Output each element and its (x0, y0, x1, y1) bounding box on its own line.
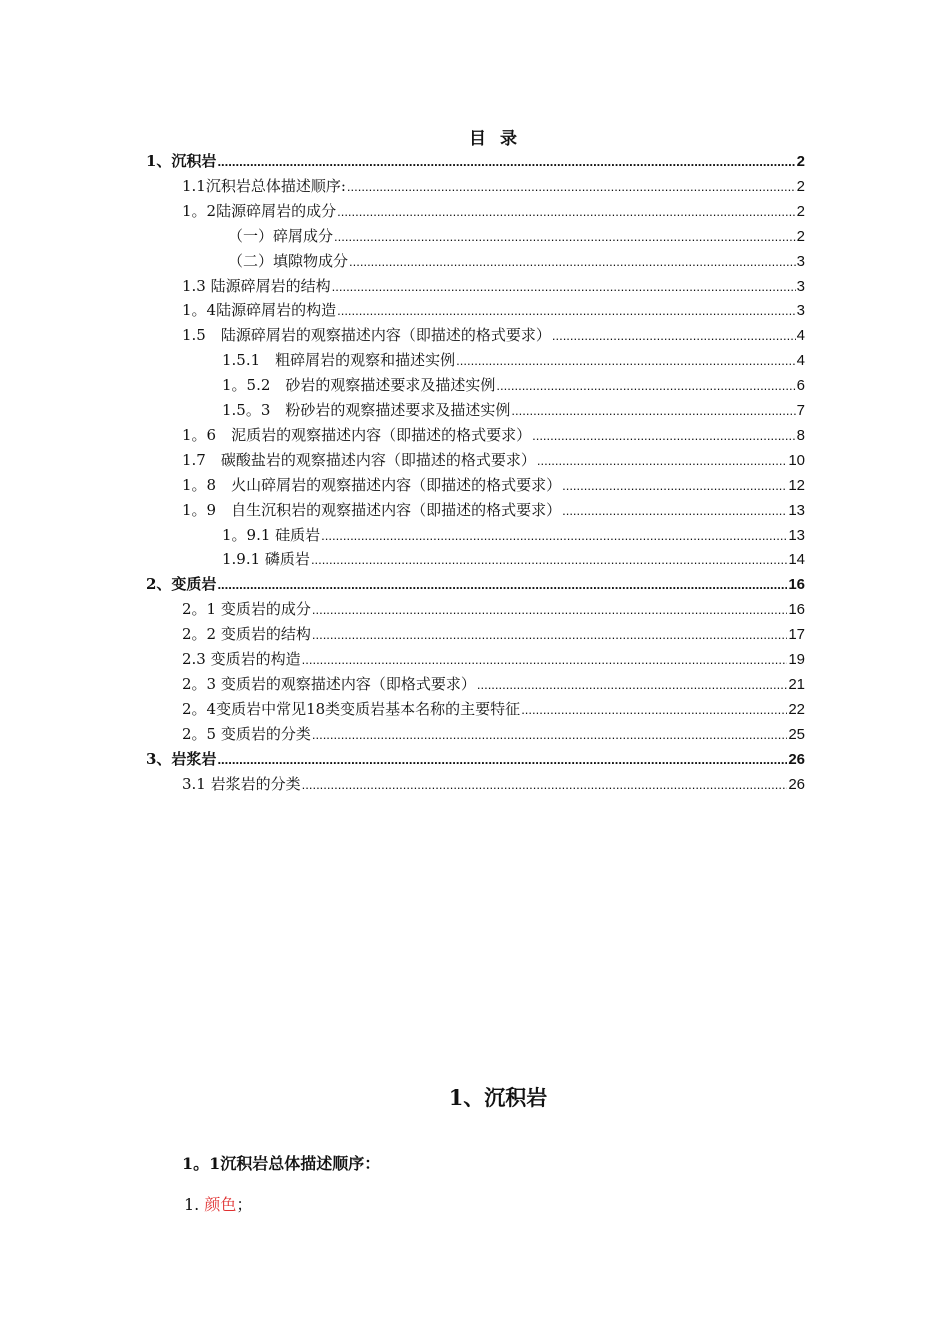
toc-entry-label: 1.9.1 磷质岩 (222, 550, 310, 569)
toc-entry-label: 2、变质岩 (146, 575, 217, 594)
list-item-text: 颜色 (204, 1195, 237, 1214)
toc-leader-dots (217, 154, 795, 169)
toc-leader-dots (311, 552, 787, 567)
toc-leader-dots (532, 428, 796, 443)
toc-entry-label: 2。4变质岩中常见18类变质岩基本名称的主要特征 (182, 699, 521, 718)
toc-entry[interactable] (222, 374, 805, 398)
toc-entry[interactable] (182, 424, 805, 448)
toc-entry-page: 2 (796, 177, 805, 195)
toc-entry-label: 2.3 变质岩的构造 (182, 650, 301, 668)
toc-leader-dots (521, 702, 787, 717)
toc-entry-label: 1。5.2 砂岩的观察描述要求及描述实例 (222, 376, 496, 395)
list-item (184, 1192, 252, 1215)
toc-entry[interactable] (228, 250, 805, 274)
list-item-suffix: ； (236, 1195, 253, 1214)
toc-entry-label: 2。1 变质岩的成分 (182, 600, 311, 619)
toc-entry-page: 21 (788, 675, 805, 693)
toc-leader-dots (312, 602, 787, 617)
toc-entry-page: 4 (796, 352, 805, 370)
toc-entry-page: 3 (796, 302, 805, 320)
toc-entry[interactable] (146, 573, 805, 597)
toc-leader-dots (347, 179, 796, 194)
toc-leader-dots (496, 378, 795, 393)
toc-entry[interactable] (182, 673, 805, 697)
toc-entry[interactable] (182, 474, 805, 498)
toc-entry[interactable] (222, 524, 805, 548)
toc-entry-label: 1.5。3 粉砂岩的观察描述要求及描述实例 (222, 401, 511, 419)
toc-entry-label: 1.1沉积岩总体描述顺序: (182, 176, 346, 195)
toc-leader-dots (456, 353, 795, 368)
toc-entry-label: 1。9.1 硅质岩 (222, 525, 321, 544)
toc-leader-dots (312, 627, 787, 642)
toc-entry-page: 13 (788, 526, 805, 544)
toc-entry-label: （二）填隙物成分 (228, 251, 349, 270)
toc-entry[interactable] (222, 548, 805, 572)
toc-entry[interactable] (182, 598, 805, 622)
toc-leader-dots (537, 453, 787, 468)
toc-entry[interactable] (182, 275, 805, 299)
toc-entry[interactable] (182, 773, 805, 797)
toc-leader-dots (337, 303, 796, 318)
toc-leader-dots (562, 478, 787, 493)
toc-entry[interactable] (146, 150, 805, 174)
toc-entry[interactable] (182, 324, 805, 348)
toc-leader-dots (217, 577, 787, 592)
toc-leader-dots (302, 652, 788, 667)
toc-entry-label: 1。9 自生沉积岩的观察描述内容（即描述的格式要求） (182, 500, 562, 519)
toc-entry-page: 13 (788, 501, 805, 519)
toc-entry-label: 1。4陆源碎屑岩的构造 (182, 301, 337, 320)
toc-entry-label: 1。6 泥质岩的观察描述内容（即描述的格式要求） (182, 425, 532, 444)
list-item-number: 1. (184, 1195, 200, 1214)
toc-entry-label: 1.5 陆源碎屑岩的观察描述内容（即描述的格式要求） (182, 326, 551, 345)
toc-leader-dots (337, 204, 796, 219)
toc-title: 目 录 (469, 129, 521, 149)
toc-entry[interactable] (182, 623, 805, 647)
toc-leader-dots (477, 677, 787, 692)
toc-entry-page: 3 (796, 252, 805, 270)
toc-entry-label: 1.7 碳酸盐岩的观察描述内容（即描述的格式要求） (182, 450, 536, 469)
toc-entry-page: 17 (788, 626, 805, 644)
toc-entry-label: 1。2陆源碎屑岩的成分 (182, 201, 337, 220)
toc-entry-page: 25 (788, 725, 805, 743)
toc-entry-page: 16 (788, 601, 805, 619)
toc-entry-page: 2 (796, 202, 805, 220)
section-heading-1: 1、沉积岩 (448, 1085, 548, 1110)
toc-leader-dots (562, 503, 787, 518)
toc-entry-page: 7 (796, 402, 805, 419)
toc-entry-label: 2。3 变质岩的观察描述内容（即格式要求） (182, 674, 476, 693)
toc-entry-page: 2 (796, 153, 805, 170)
toc-leader-dots (217, 752, 787, 767)
toc-entry-page: 4 (796, 327, 805, 345)
toc-entry-page: 8 (796, 426, 805, 444)
toc-entry-page: 26 (788, 775, 805, 793)
toc-leader-dots (334, 229, 796, 244)
toc-leader-dots (321, 528, 787, 543)
toc-entry-page: 12 (788, 476, 805, 494)
toc-entry-page: 6 (796, 377, 805, 395)
toc-entry-label: 3.1 岩浆岩的分类 (182, 774, 301, 793)
toc-entry[interactable] (182, 299, 805, 323)
toc-entry-page: 10 (788, 451, 805, 469)
toc-entry-page: 16 (788, 576, 805, 594)
toc-entry[interactable] (182, 449, 805, 473)
toc-entry[interactable] (182, 499, 805, 523)
toc-entry[interactable] (222, 399, 805, 423)
toc-entry[interactable] (222, 349, 805, 373)
toc-entry-label: 2。5 变质岩的分类 (182, 724, 311, 743)
toc-leader-dots (332, 279, 796, 294)
toc-entry[interactable] (182, 200, 805, 224)
toc-entry-page: 19 (788, 651, 805, 668)
toc-leader-dots (552, 328, 796, 343)
section-heading-2: 1。1沉积岩总体描述顺序： (182, 1154, 381, 1173)
toc-entry-page: 26 (788, 750, 805, 768)
toc-entry-label: 1.3 陆源碎屑岩的结构 (182, 276, 331, 295)
toc-entry[interactable] (182, 648, 805, 672)
toc-entry-label: 1、沉积岩 (146, 152, 217, 170)
toc-entry[interactable] (182, 723, 805, 747)
toc-entry-page: 2 (796, 227, 805, 245)
toc-entry-page: 22 (788, 700, 805, 718)
toc-entry-page: 14 (788, 551, 805, 569)
toc-entry-label: （一）碎屑成分 (228, 226, 334, 245)
toc-entry-label: 1。8 火山碎屑岩的观察描述内容（即描述的格式要求） (182, 475, 562, 494)
toc-entry-label: 2。2 变质岩的结构 (182, 625, 311, 644)
toc-entry[interactable] (228, 225, 805, 249)
toc-leader-dots (511, 403, 795, 418)
toc-entry[interactable] (146, 748, 805, 772)
toc-entry[interactable] (182, 698, 805, 722)
toc-leader-dots (312, 727, 787, 742)
toc-leader-dots (302, 777, 788, 792)
toc-entry-label: 3、岩浆岩 (146, 749, 217, 768)
toc-entry[interactable] (182, 175, 805, 199)
toc-leader-dots (349, 254, 796, 269)
toc-entry-page: 3 (796, 277, 805, 295)
toc-entry-label: 1.5.1 粗碎屑岩的观察和描述实例 (222, 351, 456, 370)
